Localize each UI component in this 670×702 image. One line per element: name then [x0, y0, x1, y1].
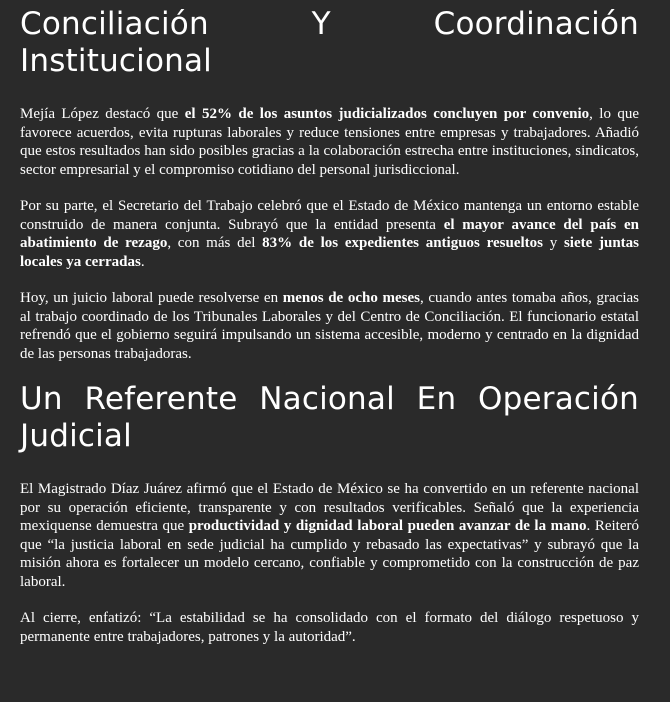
bold-text-run: el mayor avance del país en abatimiento de rezago	[20, 216, 639, 251]
text-run: y	[543, 235, 564, 251]
text-run: , lo que favorece acuerdos, evita rupturas laborales y reduce tensiones entre empresas y trabajadores. Añadió que estos resultados han sido posibles gracias a la colaboración estrecha entre instituciones, sindicatos, sector empresarial y el compromiso cotidiano del personal jurisdiccional.	[20, 106, 640, 178]
text-run: Mejía López destacó que	[20, 106, 185, 122]
bold-text-run: el 52% de los asuntos judicializados concluyen por convenio	[184, 106, 590, 122]
paragraph	[20, 289, 639, 363]
text-run: Al cierre, enfatizó: “La estabilidad se ha consolidado con el formato del diálogo respetuoso y permanente entre trabajadores, patrones y la autoridad”.	[20, 610, 639, 645]
section-heading: Un Referente Nacional En Operación Judicial	[20, 381, 639, 454]
bold-text-run: siete juntas locales ya cerradas	[20, 235, 640, 270]
text-run: .	[140, 253, 145, 270]
text-run: , con más del	[167, 235, 263, 251]
text-run: Hoy, un juicio laboral puede resolverse en	[20, 290, 283, 306]
paragraph	[20, 105, 639, 179]
bold-text-run: productividad y dignidad laboral pueden avanzar de la mano	[188, 518, 587, 534]
paragraph	[20, 609, 639, 646]
paragraph	[20, 197, 639, 271]
text-run: , cuando antes tomaba años, gracias al trabajo coordinado de los Tribunales Laborales y del Centro de Conciliación. El funcionario estatal refrendó que el gobierno seguirá impulsando un sistema accesible, moderno y centrado en la dignidad de las personas trabajadoras.	[20, 290, 639, 362]
text-run: Por su parte, el Secretario del Trabajo celebró que el Estado de México mantenga un entorno estable construido de manera conjunta. Subrayó que la entidad presenta	[20, 198, 639, 233]
section-heading: Conciliación Y Coordinación Institucional	[20, 6, 639, 79]
bold-text-run: menos de ocho meses	[282, 290, 420, 306]
paragraph	[20, 480, 639, 591]
bold-text-run: 83% de los expedientes antiguos resueltos	[262, 235, 543, 251]
text-run: . Reiteró que “la justicia laboral en sede judicial ha cumplido y rebasado las expectativas” y subrayó que la misión ahora es fortalecer un modelo cercano, confiable y comprometido con la construcción de paz laboral.	[20, 518, 639, 590]
text-run: El Magistrado Díaz Juárez afirmó que el Estado de México se ha convertido en un referente nacional por su operación eficiente, transparente y con resultados verificables. Señaló que la experiencia mexiquense demuestra que	[20, 481, 639, 534]
